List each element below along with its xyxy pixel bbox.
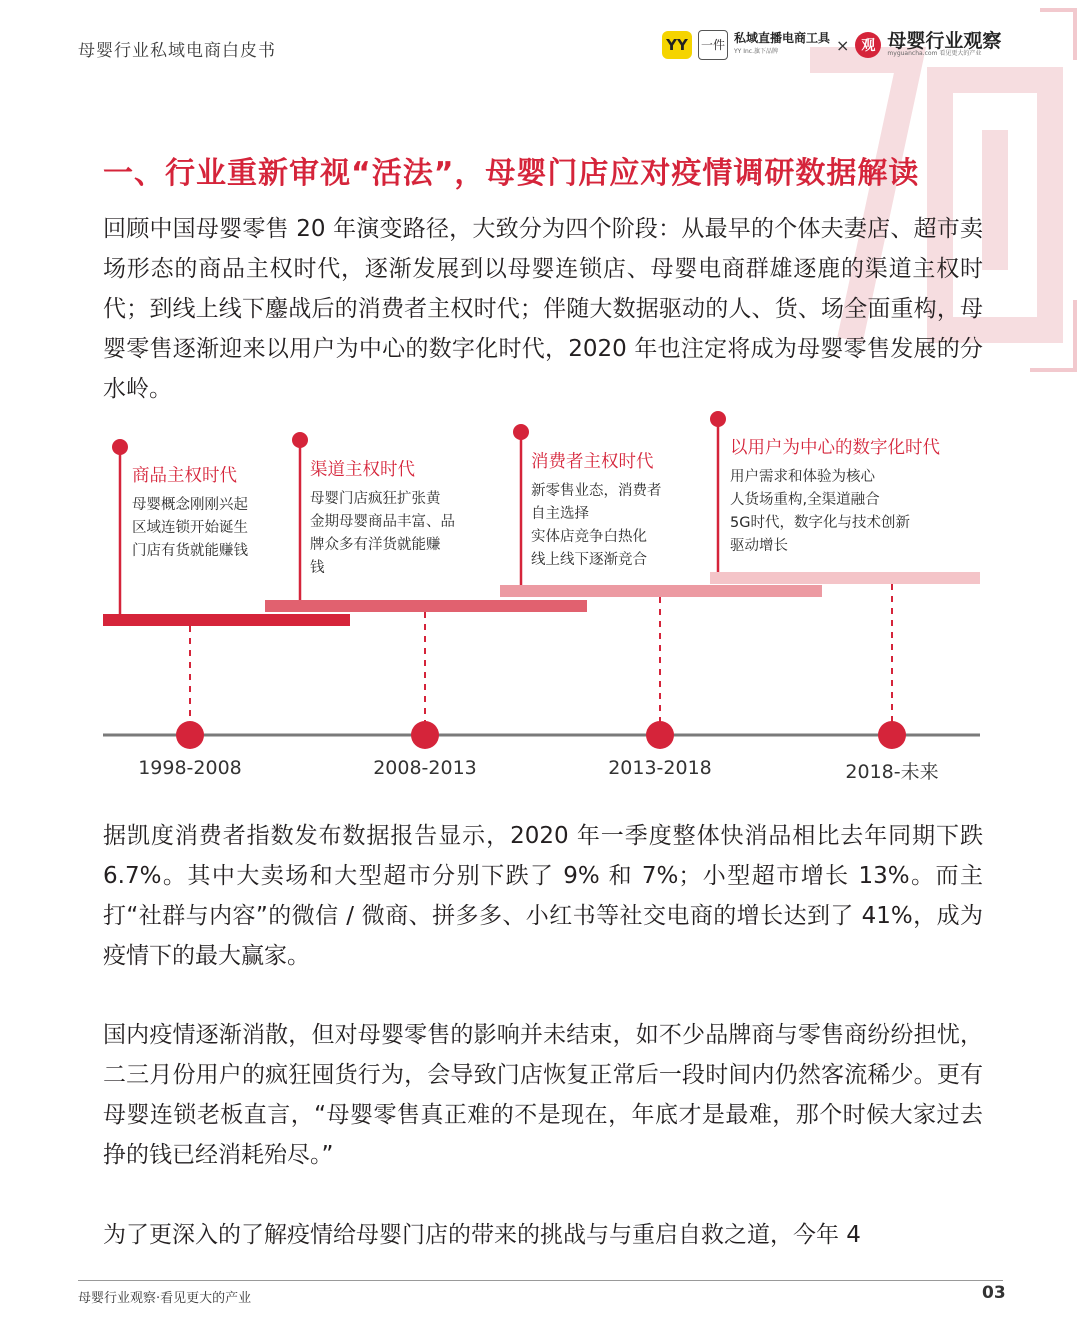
stage-1-bar: [103, 614, 350, 626]
stage-2-bar: [265, 600, 587, 612]
paragraph-kantar-data: 据凯度消费者指数发布数据报告显示，2020 年一季度整体快消品相比去年同期下跌 6.7%。其中大卖场和大型超市分别下跌了 9% 和 7%；小型超市增长 13%。而主打“社群与内容”的微信 / 微商、拼多多、小红书等社交电商的增长达到了 41%，成为疫情下的最大赢家。: [103, 823, 983, 969]
stage-2-text: [310, 457, 510, 580]
stage-4-line: 5G时代，数字化与技术创新: [730, 515, 910, 531]
stage-1-line: 门店有货就能赚钱: [132, 543, 248, 559]
period-label: 1998-2008: [138, 757, 242, 779]
yijian-logo: 一件: [698, 30, 728, 60]
yy-logo: YY: [662, 31, 692, 59]
stage-2-line: 钱: [310, 560, 325, 576]
guancha-name: 母婴行业观察: [887, 30, 1002, 52]
stage-4-line: 驱动增长: [730, 538, 788, 554]
stage-1-pin: [112, 439, 128, 455]
stage-4-node: [878, 721, 906, 749]
tool-name: 私域直播电商工具: [734, 31, 831, 45]
paragraph-intro: 回顾中国母婴零售 20 年演变路径，大致分为四个阶段：从最早的个体夫妻店、超市卖场形态的商品主权时代，逐渐发展到以母婴连锁店、母婴电商群雄逐鹿的渠道主权时代；到线上线下鏖战后的消费者主权时代；伴随大数据驱动的人、货、场全面重构，母婴零售逐渐迎来以用户为中心的数字化时代，2020 年也注定将成为母婴零售发展的分水岭。: [103, 216, 983, 402]
stage-4-title: 以用户为中心的数字化时代: [730, 438, 940, 458]
stage-1-text: [132, 463, 312, 563]
stage-4-line: 人货场重构,全渠道融合: [730, 492, 880, 508]
timeline-diagram: [100, 405, 985, 795]
stage-4-text: [730, 435, 980, 558]
section-title: 一、行业重新审视“活法”，母婴门店应对疫情调研数据解读: [103, 156, 920, 191]
stage-4-line: 用户需求和体验为核心: [730, 469, 875, 485]
guancha-logo-mark: 观: [855, 32, 881, 58]
times-symbol: ×: [836, 35, 850, 55]
stage-2-title: 渠道主权时代: [310, 460, 415, 480]
page-number: 03: [982, 1283, 1006, 1303]
stage-1-title: 商品主权时代: [132, 466, 237, 486]
footer-slogan: 母婴行业观察·看见更大的产业: [78, 1291, 252, 1306]
stage-1-line: 母婴概念刚刚兴起: [132, 497, 248, 513]
stage-3-line: 实体店竞争白热化: [531, 529, 647, 545]
stage-3-line: 线上线下逐渐竞合: [531, 552, 647, 568]
stage-3-bar: [500, 585, 822, 597]
paragraph-epidemic-impact: 国内疫情逐渐消散，但对母婴零售的影响并未结束，如不少品牌商与零售商纷纷担忧，二三月份用户的疯狂囤货行为，会导致门店恢复正常后一段时间内仍然客流稀少。更有母婴连锁老板直言，“母婴零售真正难的不是现在，年底才是最难，那个时候大家过去挣的钱已经消耗殆尽。”: [103, 1022, 983, 1168]
stage-1-line: 区域连锁开始诞生: [132, 520, 248, 536]
stage-3-line: 自主选择: [531, 506, 589, 522]
stage-2-pin: [292, 432, 308, 448]
stage-2-line: 牌众多有洋货就能赚: [310, 537, 441, 553]
tool-subtitle: YY Inc.旗下品牌: [734, 48, 779, 55]
header-logos: [662, 28, 1001, 62]
stage-3-node: [646, 721, 674, 749]
footer-divider: [78, 1280, 1003, 1281]
stage-3-text: [531, 449, 716, 572]
stage-2-line: 母婴门店疯狂扩张黄: [310, 491, 441, 507]
stage-3-pin: [513, 424, 529, 440]
stage-4-bar: [710, 572, 980, 584]
paragraph-survey-intro: 为了更深入的了解疫情给母婴门店的带来的挑战与与重启自救之道，今年 4: [103, 1222, 861, 1248]
period-label: 2018-未来: [845, 761, 939, 783]
stage-3-line: 新零售业态，消费者: [531, 483, 662, 499]
stage-2-line: 金期母婴商品丰富、品: [310, 514, 455, 530]
period-label: 2013-2018: [608, 757, 712, 779]
stage-3-title: 消费者主权时代: [531, 452, 654, 472]
period-label: 2008-2013: [373, 757, 477, 779]
tool-logo-text: [734, 32, 830, 58]
stage-4-pin: [710, 411, 726, 427]
guancha-logo-text: [887, 32, 1001, 58]
stage-1-node: [176, 721, 204, 749]
document-title: 母婴行业私域电商白皮书: [78, 41, 276, 61]
guancha-subtitle: myguancha.com 看见更大的产业: [887, 50, 982, 57]
stage-2-node: [411, 721, 439, 749]
